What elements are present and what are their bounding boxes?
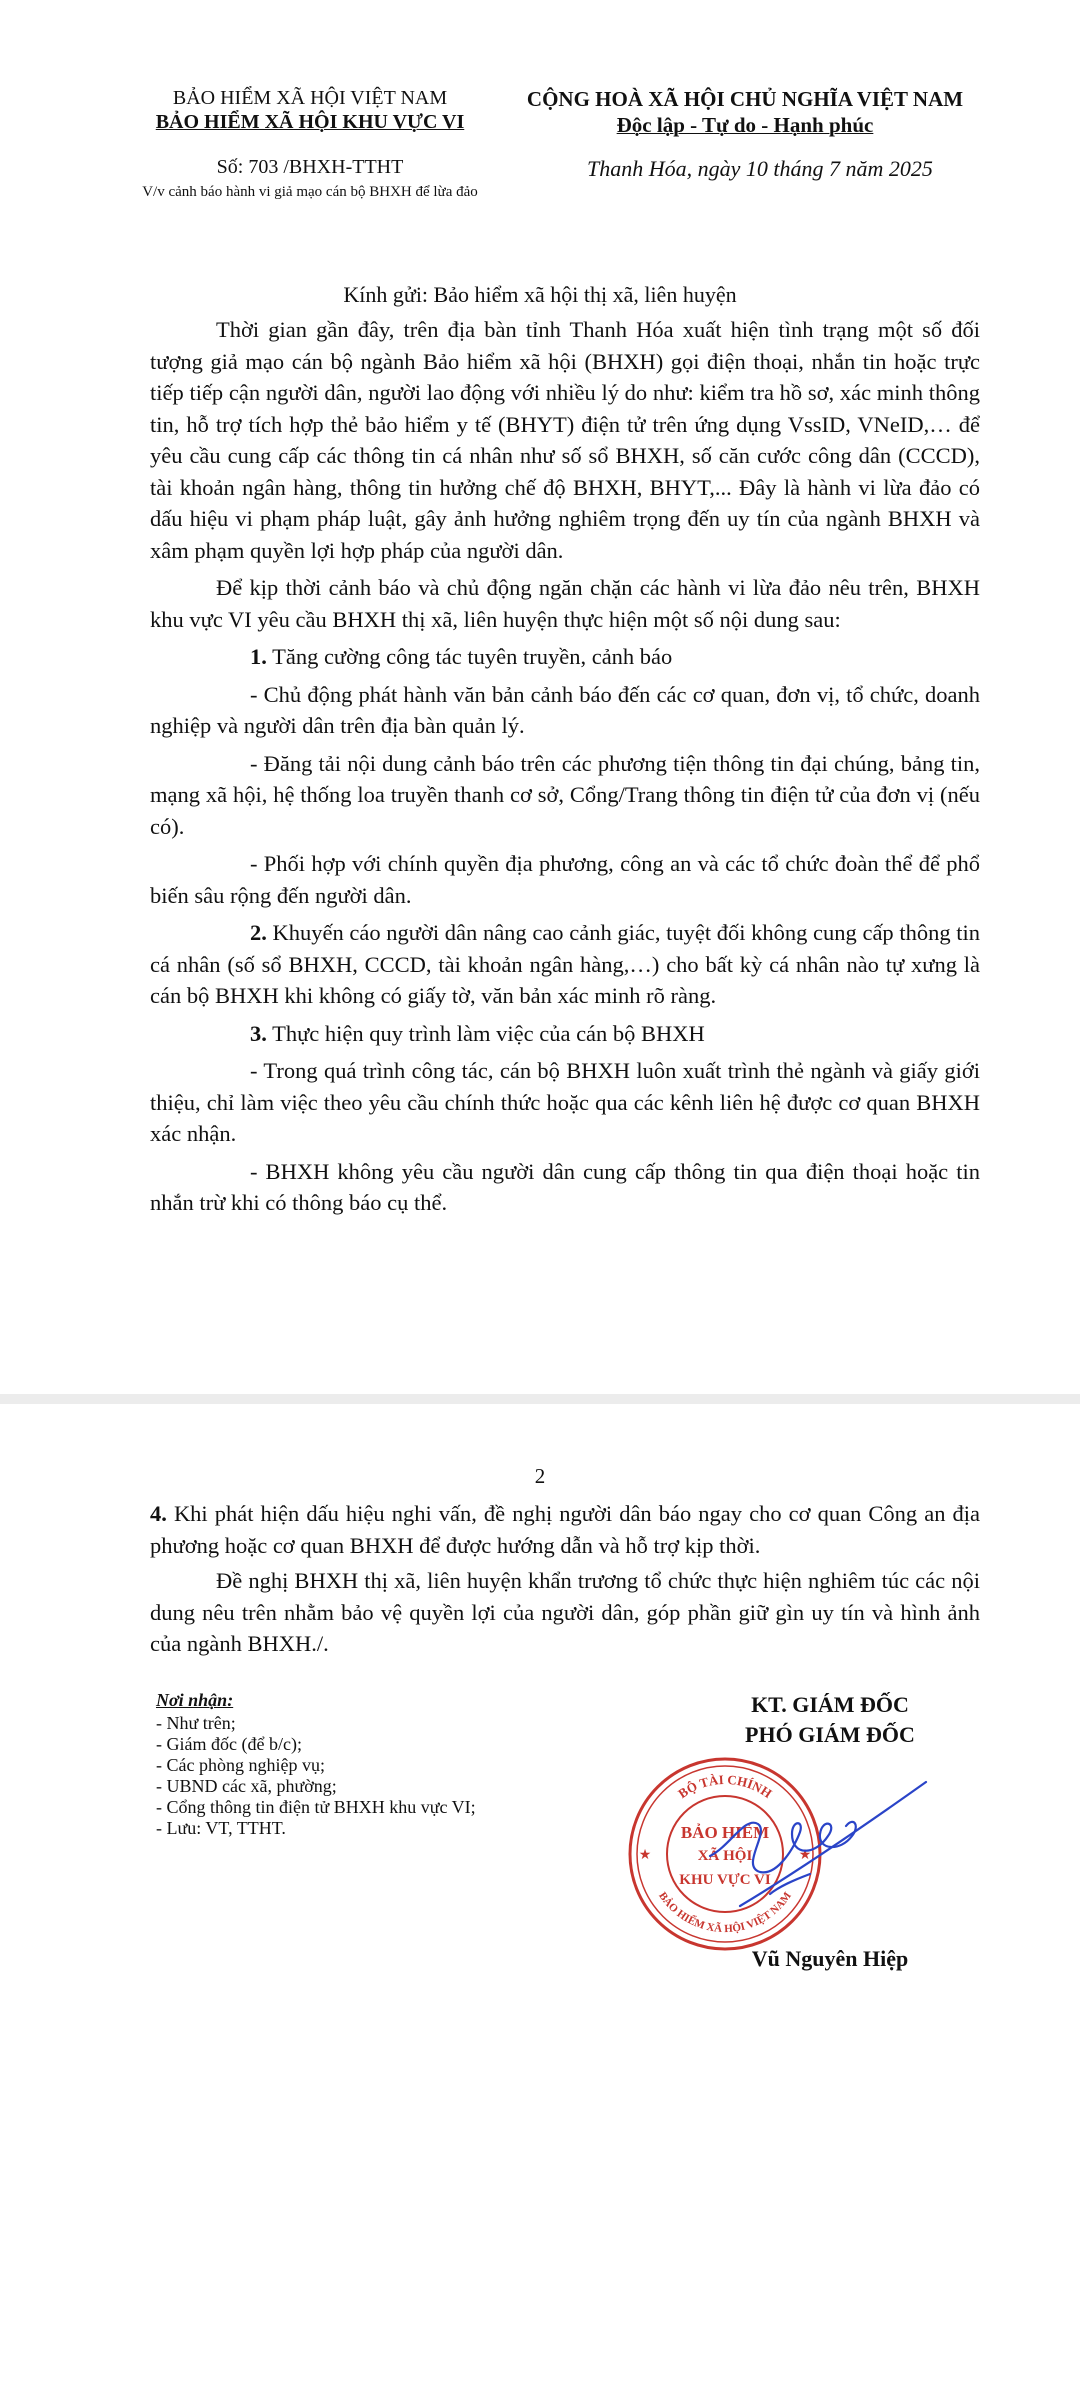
bullet-item: - Trong quá trình công tác, cán bộ BHXH luôn xuất trình thẻ ngành và giấy giới thiệu, chỉ làm việc theo yêu cầu chính thức hoặc qua các kênh liên hệ được cơ quan BHXH xác nhận. [150,1058,980,1146]
paragraph: Để kịp thời cảnh báo và chủ động ngăn chặn các hành vi lừa đảo nêu trên, BHXH khu vực VI yêu cầu BHXH thị xã, liên huyện thực hiện một số nội dung sau: [150,575,980,632]
recipient-item: - Các phòng nghiệp vụ; [156,1755,325,1775]
page-separator [0,1394,1080,1404]
recipient-item: - Lưu: VT, TTHT. [156,1818,286,1838]
bullet-item: - Phối hợp với chính quyền địa phương, công an và các tổ chức đoàn thể để phổ biến sâu rộng đến người dân. [150,851,980,908]
bullet-item: - Đăng tải nội dung cảnh báo trên các phương tiện thông tin đại chúng, bảng tin, mạng xã hội, hệ thống loa truyền thanh cơ sở, Cổng/Trang thông tin điện tử của đơn vị (nếu có). [150,750,980,839]
bullet-item: - BHXH không yêu cầu người dân cung cấp thông tin qua điện thoại hoặc tin nhắn trừ khi có thông báo cụ thể. [150,1158,980,1215]
section-text: Khuyến cáo người dân nâng cao cảnh giác, tuyệt đối không cung cấp thông tin cá nhân (số sổ BHXH, CCCD, tài khoản ngân hàng,…) cho bất kỳ cá nhân nào tự xưng là cán bộ BHXH khi không có giấy tờ, văn bản xác minh rõ ràng. [150,920,980,1008]
paragraph: Thời gian gần đây, trên địa bàn tỉnh Thanh Hóa xuất hiện tình trạng một số đối tượng giả mạo cán bộ ngành Bảo hiểm xã hội (BHXH) gọi điện thoại, nhắn tin hoặc trực tiếp tiếp cận người dân, người lao động với nhiều lý do như: kiểm tra hồ sơ, xác minh thông tin, hỗ trợ tích hợp thẻ bảo hiểm y tế (BHYT) điện tử trên ứng dụng VssID, VNeID,… để yêu cầu cung cấp các thông tin cá nhân như số sổ BHXH, số căn cước công dân (CCCD), tài khoản ngân hàng, thông tin hưởng chế độ BHXH, BHYT,... Đây là hành vi lừa đảo có dấu hiệu vi phạm pháp luật, gây ảnh hưởng nghiêm trọng đến uy tín của ngành BHXH và xâm phạm quyền lợi hợp pháp của người dân. [150,317,980,563]
document-subject: V/v cảnh báo hành vi giả mạo cán bộ BHXH để lừa đảo [142,184,478,200]
bullet-item: - Chủ động phát hành văn bản cảnh báo đến các cơ quan, đơn vị, tổ chức, doanh nghiệp và người dân trên địa bàn quản lý. [150,681,980,738]
agency-header [100,86,520,134]
recipient-item: - Cổng thông tin điện tử BHXH khu vực VI; [156,1797,476,1817]
parent-agency: BẢO HIỂM XÃ HỘI VIỆT NAM [172,87,448,109]
stamp-line-2: XÃ HỘI [697,1848,753,1864]
signer-title-2: PHÓ GIÁM ĐỐC [745,1722,915,1747]
section-heading-1 [150,641,980,673]
handwritten-signature-icon [697,1776,930,1916]
section-number: 1. [250,644,267,669]
section-heading-text: Tăng cường công tác tuyên truyền, cảnh báo [272,644,673,669]
stamp-bottom-arc: BẢO HIỂM XÃ HỘI VIỆT NAM [656,1889,794,1936]
salutation: Kính gửi: Bảo hiểm xã hội thị xã, liên huyện [343,282,737,307]
recipient-item: - Như trên; [156,1713,236,1733]
svg-text:★: ★ [798,1848,812,1863]
national-motto: Độc lập - Tự do - Hạnh phúc [616,113,874,137]
stamp-line-1: BẢO HIỂM [680,1823,770,1842]
section-heading-text: Thực hiện quy trình làm việc của cán bộ BHXH [272,1020,705,1046]
stamp-line-3: KHU VỰC VI [679,1872,771,1888]
issuing-agency: BẢO HIỂM XÃ HỘI KHU VỰC VI [155,111,465,133]
section-heading-3 [150,1018,980,1050]
closing-paragraph: Đề nghị BHXH thị xã, liên huyện khẩn trương tổ chức thực hiện nghiêm túc các nội dung nêu trên nhằm bảo vệ quyền lợi của người dân, góp phần giữ gìn uy tín và hình ảnh của ngành BHXH./. [150,1568,980,1656]
recipient-item: - UBND các xã, phường; [156,1776,337,1796]
document-page-2 [0,1404,1080,2400]
recipients-block [156,1690,596,1839]
document-number: Số: 703 /BHXH-TTHT [216,156,404,178]
signer-title-1: KT. GIÁM ĐỐC [751,1692,909,1717]
document-body-continued [150,1498,980,1664]
signer-titles [680,1690,980,1750]
section-text: Khi phát hiện dấu hiệu nghi vấn, đề nghị người dân báo ngay cho cơ quan Công an địa phương hoặc cơ quan BHXH để được hướng dẫn và hỗ trợ kịp thời. [150,1501,980,1558]
svg-text:★: ★ [638,1848,652,1863]
signer-name: Vũ Nguyên Hiệp [751,1946,909,1971]
stamp-top-arc: BỘ TÀI CHÍNH [675,1771,775,1802]
recipients-title: Nơi nhận: [156,1690,234,1710]
document-body [150,314,980,1225]
national-title: CỘNG HOÀ XÃ HỘI CHỦ NGHĨA VIỆT NAM [526,87,964,111]
section-number: 3. [250,1020,267,1046]
recipient-item: - Giám đốc (để b/c); [156,1734,302,1754]
section-number: 4. [150,1501,167,1526]
page-number: 2 [534,1464,546,1488]
document-date: Thanh Hóa, ngày 10 tháng 7 năm 2025 [587,156,933,181]
national-header [515,86,975,138]
section-4 [150,1498,980,1561]
section-2 [150,917,980,1012]
section-number: 2. [250,920,267,945]
